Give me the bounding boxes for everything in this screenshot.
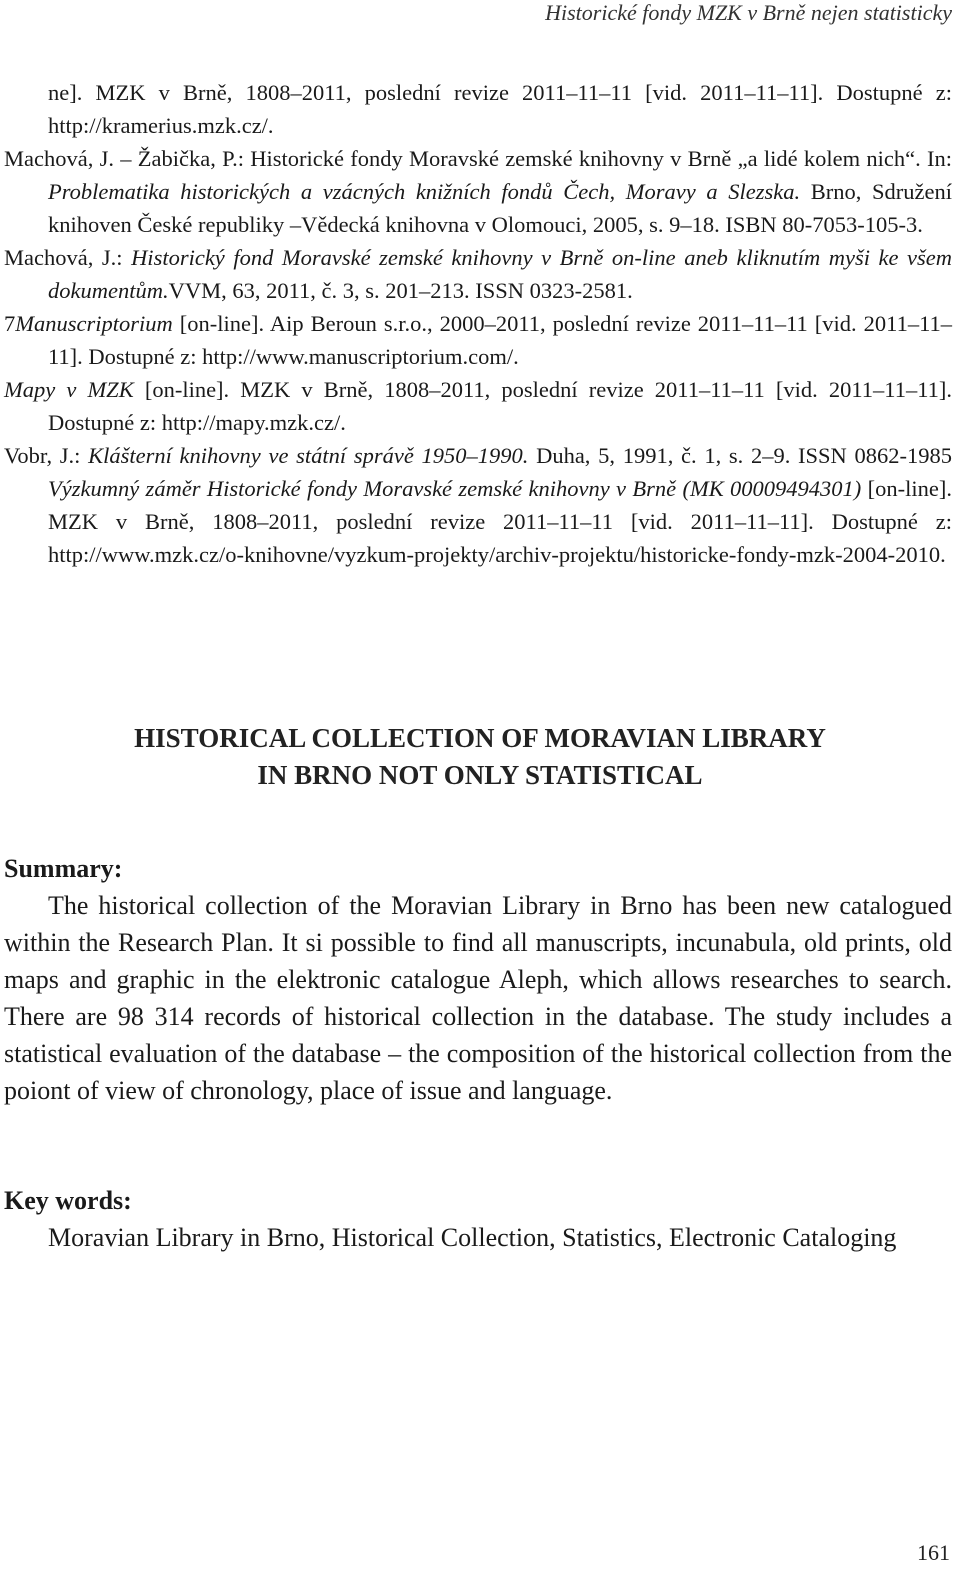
reference-text: Machová, J. – Žabička, P.: Historické fondy Moravské zemské knihovny v Brně „a lidé kolem nich“. In: [4, 146, 952, 171]
summary-section [4, 850, 952, 1109]
reference-title: Manuscriptorium [15, 311, 173, 336]
english-title [0, 720, 960, 794]
reference-text: Brno, Sdružení knihoven České republiky –Vědecká knihovna v Olomouci, 2005, s. 9–18. ISBN 80-7053-105-3. [48, 179, 953, 237]
reference-item [4, 76, 952, 142]
references-list [4, 76, 952, 571]
reference-item [4, 373, 952, 439]
page-number: 161 [917, 1540, 950, 1565]
reference-text: [on-line]. MZK v Brně, 1808–2011, poslední revize 2011–11–11 [vid. 2011–11–11]. Dostupné z: http://mapy.mzk.cz/. [48, 377, 953, 435]
keywords-heading: Key words: [4, 1186, 132, 1215]
reference-item [4, 142, 952, 241]
english-title-line: HISTORICAL COLLECTION OF MORAVIAN LIBRARY [134, 723, 826, 753]
summary-heading: Summary: [4, 854, 123, 883]
keywords-text: Moravian Library in Brno, Historical Collection, Statistics, Electronic Cataloging [48, 1223, 897, 1252]
running-header: Historické fondy MZK v Brně nejen statisticky [545, 0, 952, 25]
reference-text: ne]. MZK v Brně, 1808–2011, poslední revize 2011–11–11 [vid. 2011–11–11]. Dostupné z: http://kramerius.mzk.cz/. [48, 80, 952, 138]
reference-item [4, 241, 952, 307]
reference-item [4, 307, 952, 373]
reference-text: [on-line]. MZK v Brně, 1808–2011, poslední revize 2011–11–11 [vid. 2011–11–11]. Dostupné z: http://www.mzk.cz/o-knihovne/vyzkum-projekty/archiv-projektu/historicke-fondy-mzk-2004-2010. [48, 476, 952, 567]
reference-text: 7 [4, 311, 16, 336]
reference-item [4, 439, 952, 571]
reference-title: Výzkumný záměr Historické fondy Moravské zemské knihovny v Brně (MK 00009494301) [48, 476, 862, 501]
reference-title: Problematika historických a vzácných knižních fondů Čech, Moravy a Slezska. [48, 179, 801, 204]
summary-text: The historical collection of the Moravian Library in Brno has been new catalogued within the Research Plan. It si possible to find all manuscripts, incunabula, old prints, old maps and graphic in the elektronic catalogue Aleph, which allows researches to search. There are 98 314 records of historical collection in the database. The study includes a statistical evaluation of the database – the composition of the historical collection from the poiont of view of chronology, place of issue and language. [4, 891, 952, 1105]
reference-title: Mapy v MZK [4, 377, 134, 402]
reference-title: Historický fond Moravské zemské knihovny v Brně on-line aneb kliknutím myši ke všem dokumentům. [48, 245, 953, 303]
reference-title: Klášterní knihovny ve státní správě 1950–1990. [88, 443, 529, 468]
keywords-section [4, 1182, 952, 1256]
reference-text: Vobr, J.: [4, 443, 89, 468]
reference-text: VVM, 63, 2011, č. 3, s. 201–213. ISSN 0323-2581. [168, 278, 633, 303]
english-title-line: IN BRNO NOT ONLY STATISTICAL [257, 760, 703, 790]
reference-text: Machová, J.: [4, 245, 132, 270]
reference-text: [on-line]. Aip Beroun s.r.o., 2000–2011, poslední revize 2011–11–11 [vid. 2011–11–11]. Dostupné z: http://www.manuscriptorium.com/. [48, 311, 952, 369]
reference-text: Duha, 5, 1991, č. 1, s. 2–9. ISSN 0862-1985 [528, 443, 952, 468]
